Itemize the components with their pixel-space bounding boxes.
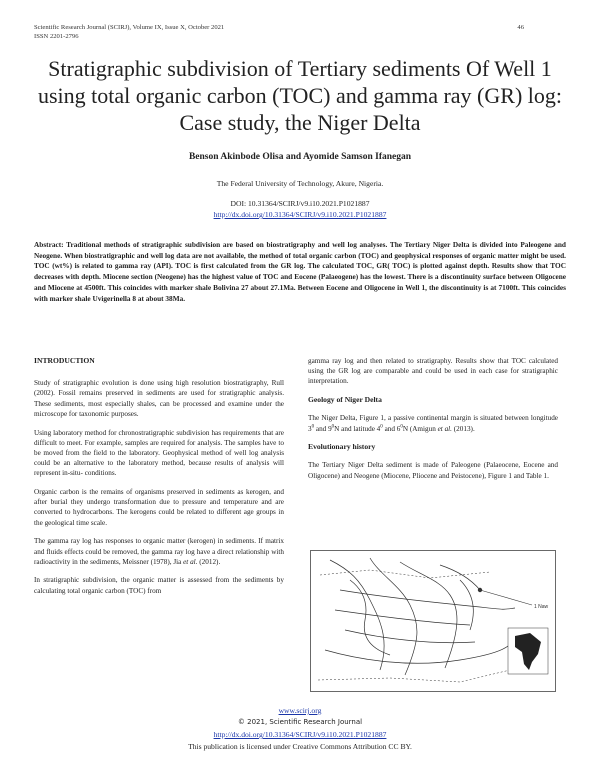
authors: Benson Akinbode Olisa and Ayomide Samson Ifanegan (188, 152, 412, 162)
text-run: The Niger Delta, Figure 1, a passive continental margin is situated between longitude 3 (308, 414, 558, 433)
paragraph: The Tertiary Niger Delta sediment is made of Paleogene (Palaeocene, Eocene and Oligocene) and Neogene (Miocene, Pliocene and Peistocene), Figure 1 and Table 1. (308, 461, 558, 480)
footer-license: This publication is licensed under Creative Commons Attribution CC BY. (188, 742, 412, 751)
right-column (308, 356, 558, 489)
section-heading-introduction: INTRODUCTION (34, 356, 95, 365)
paragraph (308, 413, 558, 433)
journal-header (34, 24, 224, 41)
paragraph: Organic carbon is the remains of organisms preserved in sediments as kerogen, and after burial they undergo transformation due to pressure and temperature and are converted to hydrocarbons. The kerogens could be related to different age groups in the geological time scale. (34, 488, 284, 527)
footer-doi-wrap (0, 730, 600, 739)
footer-doi-link[interactable]: http://dx.doi.org/10.31364/SCIRJ/v9.i10.2021.P1021887 (213, 730, 387, 739)
paper-title: Stratigraphic subdivision of Tertiary sediments Of Well 1 using total organic carbon (TOC) and gamma ray (GR) log: Case study, the Niger Delta (37, 56, 562, 135)
text-run: (2012). (197, 557, 221, 566)
text-run: N and latitude 4 (334, 424, 381, 433)
footer-copyright: © 2021, Scientific Research Journal (237, 718, 363, 726)
paragraph: Using laboratory method for chronostratigraphic subdivision has requirements that are difficult to meet. For example, samples are required for analysis. The samples have to be moved from the field to the laboratory. Geophysical method of well log analysis could be an alternative to the laboratory method, because results of analysis will represent in-situ- conditions. (34, 428, 284, 478)
paragraph (34, 536, 284, 567)
superscript: 0 (380, 424, 383, 430)
paragraph: gamma ray log and then related to stratigraphy. Results show that TOC calculated using the GR log are comparable and could be used in each case for stratigraphic interpretation. (308, 357, 558, 386)
page-number: 46 (517, 24, 524, 31)
footer-website-wrap (0, 706, 600, 715)
text-run: and 9 (314, 424, 332, 433)
section-heading-evolution: Evolutionary history (308, 442, 376, 452)
text-run: N (Amigun (402, 424, 438, 433)
journal-name: Scientific Research Journal (SCIRJ), Volume IX, Issue X, October 2021 (34, 24, 225, 31)
text-run: and 6 (382, 424, 401, 433)
left-column (34, 356, 284, 604)
paragraph: In stratigraphic subdivision, the organic matter is assessed from the sediments by calculating total organic carbon (TOC) from (34, 576, 284, 595)
niger-delta-map-figure (310, 550, 556, 692)
affiliation: The Federal University of Technology, Akure, Nigeria. (216, 179, 384, 188)
abstract: Abstract: Traditional methods of stratigraphic subdivision are based on biostratigraphy and well log analyses. The Tertiary Niger Delta is divided into Paleogene and Neogene. When biostratigraphic and well log data are not available, the method of total organic carbon (TOC) and geophysical responses of organic matter might be used. TOC (wt%) is related to gamma ray (API). TOC is first calculated from the GR log. The calculated TOC, GR( TOC) is plotted against depth. Results show that TOC decreases with depth. Miocene section (Neogene) has the highest value of TOC and Eocene (Palaeogene) has the lowest. There is a discontinuity surface between Oligocene and Miocene at 4500ft. This coincides with marker shale Bolivina 27 about 27.1Ma. Between Eocene and Oligocene in Well 1, the discontinuity is at 7100ft. This coincides with marker shale Uvigerinella 8 at about 38Ma. (34, 240, 566, 303)
figure-label: 1 Naw (534, 604, 549, 610)
text-run-italic: et al. (183, 557, 198, 566)
superscript: 0 (400, 424, 403, 430)
paragraph: Study of stratigraphic evolution is done using high resolution biostratigraphy, Rull (2002). Fossil remains preserved in sediments are used for stratigraphic analysis. These sediments, most especially shales, can be processed and examine under the microscope for taxonomic purposes. (34, 379, 284, 418)
text-run: The gamma ray log has responses to organic matter (kerogen) in sediments. If matrix and fluids effects could be removed, the gamma ray log have a direct relationship with radioactivity in the sediments, Meissner (1978), Jia (34, 537, 284, 566)
footer-website-link[interactable]: www.scirj.org (278, 706, 322, 715)
doi: DOI: 10.31364/SCIRJ/v9.i10.2021.P1021887 (230, 199, 370, 208)
section-heading-geology: Geology of Niger Delta (308, 395, 382, 405)
text-run-italic: et al. (437, 424, 452, 433)
issn: ISSN 2201-2796 (34, 32, 79, 40)
superscript: 0 (311, 424, 315, 430)
doi-link[interactable]: http://dx.doi.org/10.31364/SCIRJ/v9.i10.2021.P1021887 (213, 210, 387, 219)
text-run: (2013). (451, 424, 475, 433)
superscript: 0 (331, 424, 335, 430)
doi-block (0, 198, 600, 220)
africa-inset-map (508, 628, 548, 674)
